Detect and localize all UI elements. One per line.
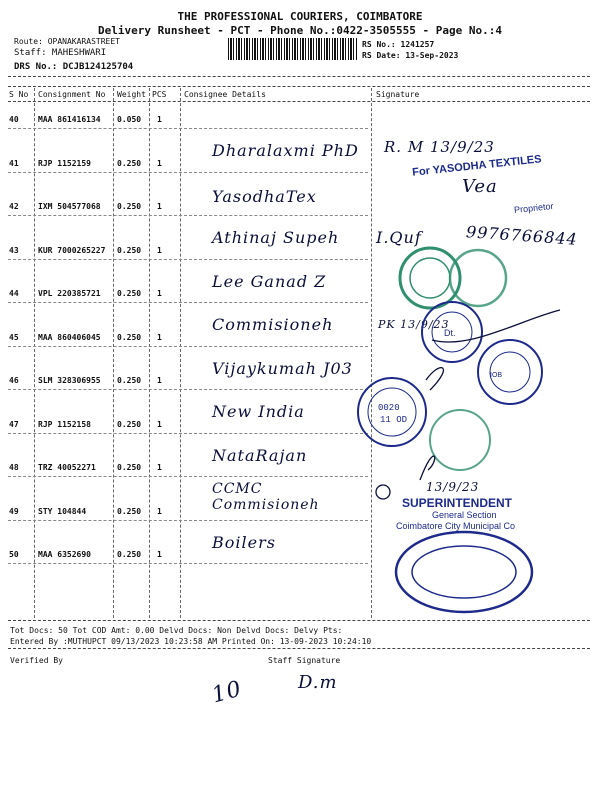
row-weight: 0.250: [117, 245, 142, 255]
signature-stroke: [420, 456, 435, 480]
oval-municipal-stamp: [396, 532, 532, 612]
consignee-name: Dharalaxmi PhD: [212, 141, 359, 160]
drs-number: DRS No.: DCJB124125704: [14, 62, 134, 72]
bank-stamp: [478, 340, 542, 404]
handwritten-10: 10: [209, 676, 245, 709]
superintendent-stamp: SUPERINTENDENT: [402, 496, 513, 510]
row-consignment: VPL 220385721: [38, 289, 101, 298]
row-weight: 0.250: [117, 463, 142, 472]
row-pcs: 1: [157, 550, 162, 559]
svg-text:11 OD: 11 OD: [380, 415, 408, 425]
row-weight: 0.250: [117, 332, 142, 342]
handwritten-dm: D.m: [298, 672, 338, 693]
row-weight: 0.250: [117, 550, 142, 559]
round-seal-stamp: [422, 302, 482, 362]
row-sno: 44: [9, 289, 19, 298]
row-pcs: 1: [157, 506, 162, 516]
row-consignment: SLM 328306955: [38, 376, 101, 385]
row-sno: 47: [9, 419, 19, 429]
col-sno: S No: [9, 90, 29, 99]
row-consignment: TRZ 40052271: [38, 463, 96, 472]
svg-text:IOB: IOB: [490, 372, 503, 379]
rs-number: RS No.: 1241257: [362, 40, 435, 49]
signature-44: PK 13/9/23: [378, 318, 450, 331]
divider: [8, 620, 590, 621]
consignee-name: CCMC Commisioneh: [212, 481, 320, 513]
col-weight: Weight: [117, 90, 146, 99]
green-circular-stamp: [400, 248, 506, 308]
row-consignment: RJP 1152158: [38, 419, 91, 429]
consignee-name: Boilers: [212, 532, 276, 552]
row-pcs: 1: [157, 419, 162, 429]
consignee-name: Athinaj Supeh: [212, 228, 340, 247]
row-sno: 45: [9, 332, 19, 342]
consignee-name: Vijaykumah J03: [212, 358, 353, 378]
row-consignment: MAA 861416134: [38, 115, 101, 124]
row-pcs: 1: [157, 202, 162, 211]
col-signature: Signature: [376, 90, 420, 99]
row-sno: 41: [9, 158, 19, 168]
row-pcs: 1: [157, 115, 162, 124]
row-consignment: KUR 7000265227: [38, 245, 106, 255]
staff-signature-label: Staff Signature: [268, 656, 341, 665]
row-weight: 0.250: [117, 419, 142, 429]
row-pcs: 1: [157, 463, 162, 472]
phone-number: 9976766844: [465, 222, 579, 249]
svg-text:Dt.: Dt.: [444, 328, 456, 338]
rs-date: RS Date: 13-Sep-2023: [362, 51, 459, 60]
municipal-stamp: Coimbatore City Municipal Co: [396, 521, 516, 531]
svg-text:0020: 0020: [378, 403, 400, 413]
signature-41: Vea: [462, 176, 498, 197]
general-section-stamp: General Section: [432, 510, 497, 520]
row-consignment: MAA 860406045: [38, 332, 101, 342]
consignee-name: New India: [212, 402, 305, 421]
proprietor-label: Proprietor: [513, 200, 554, 216]
superintendent-date: 13/9/23: [426, 480, 480, 494]
entered-by-line: Entered By :MUTHUPCT 09/13/2023 10:23:58 AM Printed On: 13-09-2023 10:24:10: [10, 637, 372, 646]
verified-by-label: Verified By: [10, 656, 63, 665]
row-weight: 0.250: [117, 376, 142, 385]
row-sno: 46: [9, 376, 19, 385]
row-consignment: STY 104844: [38, 506, 87, 516]
row-sno: 42: [9, 202, 19, 211]
totals-line: Tot Docs: 50 Tot COD Amt: 0.00 Delvd Docs: Non Delvd Docs: Delvy Pts:: [10, 626, 343, 635]
row-weight: 0.250: [117, 202, 142, 211]
route-label: Route: OPANAKARASTREET: [14, 37, 120, 46]
row-consignment: IXM 504577068: [38, 202, 101, 211]
signature-42: I.Quf: [376, 228, 422, 247]
row-consignment: RJP 1152159: [38, 158, 91, 168]
signature-stroke: [426, 368, 443, 390]
row-pcs: 1: [157, 158, 162, 168]
row-weight: 0.250: [117, 158, 142, 168]
consignee-name: Commisioneh: [212, 315, 334, 334]
dated-stamp: [358, 378, 426, 446]
row-pcs: 1: [157, 245, 162, 255]
signature-40: R. M 13/9/23: [384, 138, 495, 156]
green-circle-stamp-2: [430, 410, 490, 470]
runsheet-subtitle: Delivery Runsheet - PCT - Phone No.:0422-3505555 - Page No.:4: [98, 24, 502, 37]
col-consignment: Consignment No: [38, 90, 106, 99]
row-sno: 50: [9, 550, 19, 559]
row-pcs: 1: [157, 289, 162, 298]
col-pcs: PCS: [152, 90, 167, 99]
consignee-name: NataRajan: [212, 445, 308, 465]
row-weight: 0.250: [117, 506, 142, 516]
consignee-name: Lee Ganad Z: [212, 271, 327, 291]
col-consignee: Consignee Details: [184, 90, 266, 99]
company-title: THE PROFESSIONAL COURIERS, COIMBATORE: [177, 10, 423, 23]
row-pcs: 1: [157, 376, 162, 385]
handwritten-circle: [376, 485, 390, 499]
row-sno: 49: [9, 506, 19, 516]
staff-label: Staff: MAHESHWARI: [14, 48, 107, 58]
row-sno: 43: [9, 245, 19, 255]
divider: [8, 648, 590, 649]
row-consignment: MAA 6352690: [38, 550, 91, 559]
row-sno: 40: [9, 115, 19, 124]
row-sno: 48: [9, 463, 19, 472]
yasodha-stamp: For YASODHA TEXTILES: [411, 153, 543, 179]
row-weight: 0.050: [117, 115, 142, 124]
row-pcs: 1: [157, 332, 162, 342]
consignee-name: YasodhaTex: [212, 186, 317, 206]
row-weight: 0.250: [117, 289, 142, 298]
